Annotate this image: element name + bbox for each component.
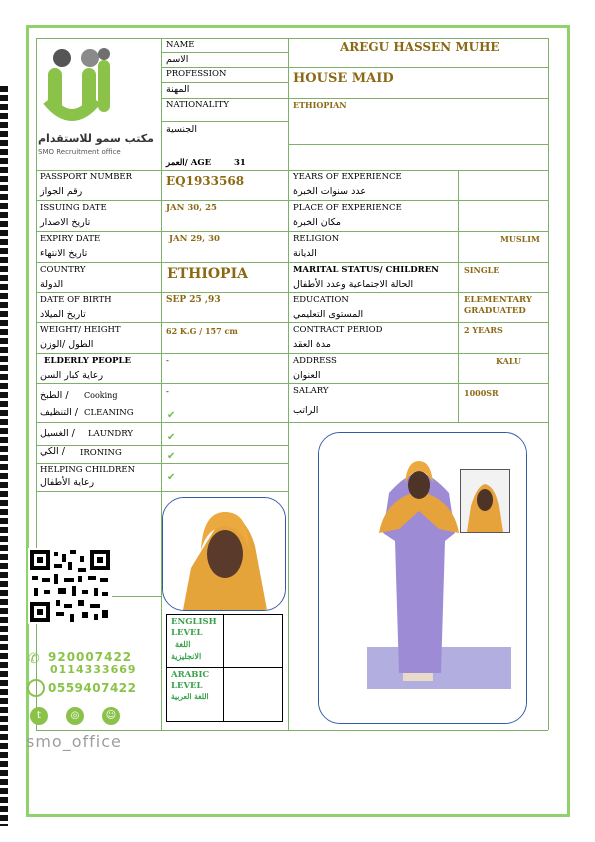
marital-label-ar: الحالة الاجتماعية وعدد الأطفال	[293, 279, 414, 290]
name-label: NAME	[166, 40, 195, 50]
small-id-photo	[460, 469, 510, 533]
phone-2: 0114333669	[50, 663, 137, 676]
age-value: 31	[234, 158, 246, 168]
elderly-label: ELDERLY PEOPLE	[44, 356, 131, 366]
weight-height-label: WEIGHT/ HEIGHT	[40, 325, 121, 335]
whatsapp-number: 0559407422	[48, 681, 137, 695]
arabic-level-ar: اللغة العربية	[171, 692, 209, 701]
weight-height-value: 62 K.G / 157 cm	[166, 326, 238, 336]
education-label: EDUCATION	[293, 295, 349, 305]
passport-value: EQ1933568	[166, 174, 245, 188]
english-level-ar-1: اللغة	[175, 639, 191, 649]
logo-arabic: مكتب سمو للاستقدام	[38, 132, 154, 145]
place-experience-label-ar: مكان الخبرة	[293, 217, 341, 228]
ironing-check-icon: ✔	[167, 451, 176, 462]
religion-label-ar: الديانة	[293, 248, 317, 259]
twitter-icon[interactable]: t	[30, 707, 48, 725]
portrait-photo	[162, 497, 286, 611]
dob-value: SEP 25 ,93	[166, 295, 221, 305]
passport-label: PASSPORT NUMBER	[40, 172, 133, 182]
logo-mark-icon	[38, 40, 158, 130]
country-value: ETHIOPIA	[167, 266, 248, 282]
salary-label-ar: الراتب	[293, 405, 319, 416]
education-label-ar: المستوى التعليمي	[293, 309, 364, 320]
dob-label: DATE OF BIRTH	[40, 295, 112, 305]
cooking-label-ar: الطبخ /	[40, 390, 69, 401]
expiry-label: EXPIRY DATE	[40, 234, 101, 244]
qr-code-icon	[28, 548, 112, 624]
address-label-ar: العنوان	[293, 370, 321, 381]
instagram-icon[interactable]: ◎	[66, 707, 84, 725]
arabic-level-label-1: ARABIC	[171, 670, 210, 680]
place-experience-label: PLACE OF EXPERIENCE	[293, 203, 402, 213]
full-body-photo	[318, 432, 527, 724]
social-handle: smo_office	[26, 732, 122, 751]
ironing-label-ar: الكي /	[40, 446, 65, 457]
expiry-label-ar: تاريخ الانتهاء	[40, 248, 88, 259]
contract-label: CONTRACT PERIOD	[293, 325, 383, 335]
nationality-label-ar: الجنسية	[166, 124, 197, 135]
snapchat-icon[interactable]: ☺	[102, 707, 120, 725]
arabic-level-label-2: LEVEL	[171, 681, 203, 691]
issuing-value: JAN 30, 25	[166, 203, 217, 213]
address-value: KALU	[496, 356, 521, 366]
laundry-label: LAUNDRY	[88, 429, 133, 439]
profession-value: HOUSE MAID	[293, 71, 394, 86]
whatsapp-icon	[27, 679, 45, 697]
contract-value: 2 YEARS	[464, 325, 503, 335]
religion-label: RELIGION	[293, 234, 340, 244]
expiry-value: JAN 29, 30	[169, 234, 220, 244]
elderly-label-ar: رعاية كبار السن	[40, 370, 104, 381]
issuing-label-ar: تاريخ الاصدار	[40, 217, 91, 228]
portrait-image	[163, 498, 285, 610]
salary-value: 1000SR	[464, 388, 499, 398]
small-id-image	[461, 470, 509, 532]
name-label-ar: الاسم	[166, 54, 189, 65]
logo	[38, 40, 158, 165]
age-label: العمر/ AGE	[166, 158, 212, 168]
country-label-ar: الدولة	[40, 279, 64, 290]
marital-label: MARITAL STATUS/ CHILDREN	[293, 265, 439, 275]
laundry-label-ar: الغسيل /	[40, 428, 75, 439]
years-experience-label: YEARS OF EXPERIENCE	[293, 172, 402, 182]
nationality-label: NATIONALITY	[166, 100, 229, 110]
helping-check-icon: ✔	[167, 472, 176, 483]
cleaning-label: CLEANING	[84, 408, 134, 418]
helping-label: HELPING CHILDREN	[40, 465, 136, 475]
years-experience-label-ar: عدد سنوات الخبرة	[293, 186, 366, 197]
address-label: ADDRESS	[293, 356, 337, 366]
dob-label-ar: تاريخ الميلاد	[40, 309, 86, 320]
qr-code	[28, 548, 112, 624]
cleaning-label-ar: التنظيف /	[40, 407, 78, 418]
name-value: AREGU HASSEN MUHE	[340, 40, 500, 54]
weight-height-label-ar: الطول /الوزن	[40, 339, 94, 350]
english-level-label-1: ENGLISH	[171, 617, 217, 627]
nationality-value: ETHIOPIAN	[293, 100, 347, 110]
cooking-label: Cooking	[84, 391, 118, 400]
contract-label-ar: مدة العقد	[293, 339, 331, 350]
marital-value: SINGLE	[464, 265, 500, 275]
cooking-value: -	[166, 387, 169, 397]
english-level-ar-2: الانجليزية	[171, 651, 202, 661]
education-value-line2: GRADUATED	[464, 306, 526, 316]
passport-label-ar: رقم الجواز	[40, 186, 83, 197]
religion-value: MUSLIM	[500, 234, 540, 244]
helping-label-ar: رعاية الأطفال	[40, 477, 95, 488]
salary-label: SALARY	[293, 386, 329, 396]
profession-label: PROFESSION	[166, 69, 227, 79]
issuing-label: ISSUING DATE	[40, 203, 107, 213]
side-strip	[0, 86, 8, 826]
country-label: COUNTRY	[40, 265, 86, 275]
logo-english: SMO Recruitment office	[38, 148, 121, 156]
cleaning-check-icon: ✔	[167, 410, 176, 421]
ironing-label: IRONING	[80, 448, 122, 458]
laundry-check-icon: ✔	[167, 432, 176, 443]
profession-label-ar: المهنة	[166, 84, 190, 95]
education-value-line1: ELEMENTARY	[464, 295, 532, 305]
phone-1: 920007422	[48, 650, 133, 664]
elderly-value: -	[166, 356, 169, 366]
english-level-label-2: LEVEL	[171, 628, 203, 638]
phone-icon: ✆	[28, 651, 40, 667]
